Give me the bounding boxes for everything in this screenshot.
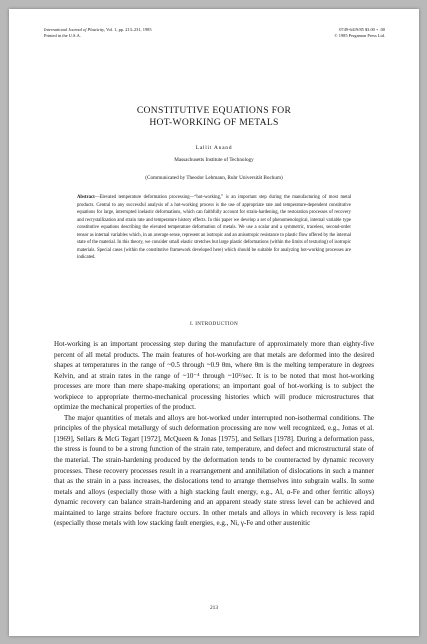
abstract: [77, 194, 351, 262]
paragraph: The major quantities of metals and alloys are hot-worked under interrupted non-isothermal conditions. The principles of the physical metallurgy of such deformation processing are now well recognized, e.g., Jonas et al. [1969], Sellars & McG Tegart [1972], McQueen & Jonas [1975], and Sellars [1978]. During a deformation pass, the stress is found to be a strong function of the strain rate, temperature, and defect and microstructural state of the material. The strain-hardening produced by the deformation tends to be counteracted by dynamic recovery processes. These recovery processes result in a rearrangement and annihilation of dislocations in such a manner that as the strain in a pass increases, the dislocations tend to arrange themselves into subgrain walls. In some metals and alloys (especially those with a high stacking fault energy, e.g., Al, α-Fe and other ferritic alloys) dynamic recovery can balance strain-hardening and an apparent steady state stress level can be achieved and maintained to large strains before fracture occurs. In other metals and alloys in which recovery is less rapid (especially those metals with low stacking fault energies, e.g., Ni, γ-Fe and other austenitic: [54, 413, 374, 528]
paragraph: Hot-working is an important processing step during the manufacture of approximately more than eighty-five percent of all metal products. The main features of hot-working are that metals are deformed into the desired shapes at temperatures in the range of ~0.5 through ~0.9 θm, where θm is the melting temperature in degrees Kelvin, and at strain rates in the range of ~10⁻⁴ through ~10²/sec. It is to be noted that most hot-working processes are more than mere shape-making operations; an important goal of hot-working is to subject the workpiece to appropriate thermo-mechanical processing histories which will produce microstructures that optimize the mechanical properties of the product.: [54, 340, 374, 412]
author-affiliation: Massachusetts Institute of Technology: [174, 157, 254, 163]
printed-note: Printed in the U.S.A.: [44, 33, 81, 38]
abstract-label: Abstract: [77, 195, 95, 200]
journal-name: International Journal of Plasticity,: [44, 27, 105, 32]
abstract-text: —Elevated temperature deformation processing—“hot-working,” is an important step during the manufacturing of most metal products. Central to any successful analysis of a hot-working process is the use of appropriate rate and temperature-dependent constitutive equations for large, interrupted inelastic deformations, which can faithfully account for strain-hardening, the restoration processes of recovery and recrystallization and strain rate and temperature history effects. In this paper we develop a set of phenomenological, internal variable type constitutive equations describing the elevated temperature deformation of metals. We use a scalar and a symmetric, traceless, second-order tensor as internal variables which, in an average sense, represent an isotropic and an anisotropic resistance to plastic flow offered by the internal state of the material. In this theory, we consider small elastic stretches but large plastic deformations (within the limits of texturing) of isotropic materials. Special cases (within the constitutive framework developed here) which should be suitable for analyzing hot-working processes are indicated.: [77, 195, 351, 261]
price-code: 0749-6419/85 $3.00 + .00: [339, 27, 385, 32]
journal-header: [44, 27, 264, 39]
body-text: [54, 339, 374, 529]
journal-volume-pages: Vol. 1, pp. 213–231, 1985: [104, 27, 152, 32]
communicated-by: (Communicated by Theodor Lehmann, Ruhr Universität Bochum): [145, 175, 283, 181]
page-number: 213: [209, 605, 219, 611]
author-name: Lallit Anand: [195, 145, 233, 151]
copyright-line: © 1985 Pergamon Press Ltd.: [334, 33, 385, 38]
paper-title-line-1: CONSTITUTIVE EQUATIONS FOR: [136, 105, 292, 116]
paper-title-line-2: HOT-WORKING OF METALS: [149, 117, 279, 128]
paper-page: [9, 9, 419, 636]
publisher-header: [265, 27, 385, 39]
section-heading: I. INTRODUCTION: [189, 321, 238, 327]
